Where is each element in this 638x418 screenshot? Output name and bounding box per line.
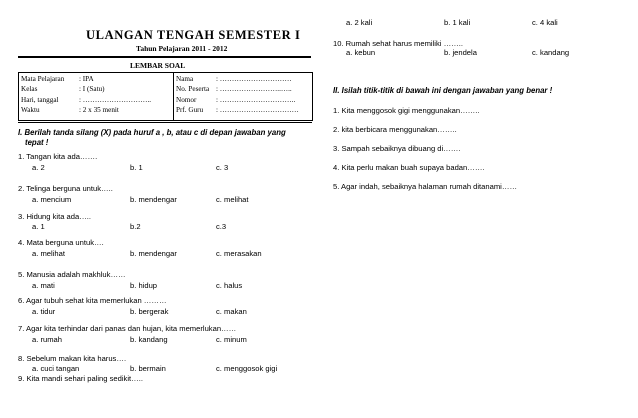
option-4b: b. mendengar [130, 249, 177, 258]
option-6b: b. bergerak [130, 307, 169, 316]
option-6a: a. tidur [32, 307, 56, 316]
section1-instruction: I. Berilah tanda silang (X) pada huruf a , b, atau c di depan jawaban yang [18, 128, 286, 137]
option-8a: a. cuci tangan [32, 364, 80, 373]
option-7c: c. minum [216, 335, 247, 344]
info-label-time: Waktu [21, 106, 40, 114]
info-bottom-rule [18, 122, 312, 123]
question-5: 5. Manusia adalah makhluk…… [18, 270, 126, 279]
fill-item-1: 1. Kita menggosok gigi menggunakan…….. [333, 106, 480, 115]
question-10: 10. Rumah sehat harus memiliki …….. [333, 39, 463, 48]
info-value-subject: : IPA [79, 75, 94, 83]
option-7b: b. kandang [130, 335, 168, 344]
option-2a: a. mencium [32, 195, 72, 204]
info-divider [173, 73, 174, 120]
option-2c: c. melihat [216, 195, 249, 204]
info-value-participant: : ……………………..….. [216, 85, 292, 93]
option-1b: b. 1 [130, 163, 143, 172]
option-7a: a. rumah [32, 335, 62, 344]
option-10c: c. kandang [532, 48, 570, 57]
option-10b: b. jendela [444, 48, 477, 57]
option-5a: a. mati [32, 281, 55, 290]
question-7: 7. Agar kita terhindar dari panas dan hujan, kita memerlukan…… [18, 324, 237, 333]
option-9b: b. 1 kali [444, 18, 471, 27]
fill-item-3: 3. Sampah sebaiknya dibuang di……. [333, 144, 461, 153]
question-9: 9. Kita mandi sehari paling sedikit….. [18, 374, 143, 383]
option-3b: b.2 [130, 222, 141, 231]
option-4a: a. melihat [32, 249, 65, 258]
option-6c: c. makan [216, 307, 247, 316]
question-2: 2. Telinga berguna untuk….. [18, 184, 113, 193]
question-1: 1. Tangan kita ada……. [18, 152, 98, 161]
info-label-subject: Mata Pelajaran [21, 75, 65, 83]
question-3: 3. Hidung kita ada….. [18, 212, 92, 221]
question-4: 4. Mata berguna untuk…. [18, 238, 104, 247]
info-label-number: Nomor [176, 96, 197, 104]
info-value-number: : ………………………….. [216, 96, 296, 104]
option-9a: a. 2 kali [346, 18, 373, 27]
info-value-time: : 2 x 35 menit [79, 106, 119, 114]
option-9c: c. 4 kali [532, 18, 558, 27]
section1-instruction-cont: tepat ! [25, 138, 49, 147]
option-3c: c.3 [216, 222, 227, 231]
info-label-name: Nama [176, 75, 194, 83]
sheet-label: LEMBAR SOAL [130, 61, 186, 70]
option-8c: c. menggosok gigi [216, 364, 278, 373]
option-5c: c. halus [216, 281, 243, 290]
exam-title: ULANGAN TENGAH SEMESTER I [86, 28, 301, 42]
option-3a: a. 1 [32, 222, 45, 231]
option-2b: b. mendengar [130, 195, 177, 204]
section2-instruction: II. Isilah titik-titik di bawah ini dengan jawaban yang benar ! [333, 86, 553, 95]
title-divider [18, 56, 311, 58]
info-label-class: Kelas [21, 85, 38, 93]
option-4c: c. merasakan [216, 249, 262, 258]
fill-item-5: 5. Agar indah, sebaiknya halaman rumah ditanami…… [333, 182, 518, 191]
info-value-teacher: : …………………………… [216, 106, 299, 114]
question-6: 6. Agar tubuh sehat kita memerlukan ……… [18, 296, 167, 305]
info-label-teacher: Prf. Guru [176, 106, 204, 114]
info-value-class: : I (Satu) [79, 85, 105, 93]
school-year: Tahun Pelajaran 2011 - 2012 [136, 44, 228, 53]
info-value-date: : ……………………….. [79, 96, 152, 104]
fill-item-2: 2. kita berbicara menggunakan…….. [333, 125, 457, 134]
option-5b: b. hidup [130, 281, 158, 290]
fill-item-4: 4. Kita perlu makan buah supaya badan……. [333, 163, 485, 172]
info-label-participant: No. Peserta [176, 85, 210, 93]
option-8b: b. bermain [130, 364, 166, 373]
info-label-date: Hari, tanggal [21, 96, 59, 104]
option-10a: a. kebun [346, 48, 376, 57]
info-value-name: : ………………………… [216, 75, 292, 83]
option-1c: c. 3 [216, 163, 229, 172]
option-1a: a. 2 [32, 163, 45, 172]
question-8: 8. Sebelum makan kita harus…. [18, 354, 127, 363]
